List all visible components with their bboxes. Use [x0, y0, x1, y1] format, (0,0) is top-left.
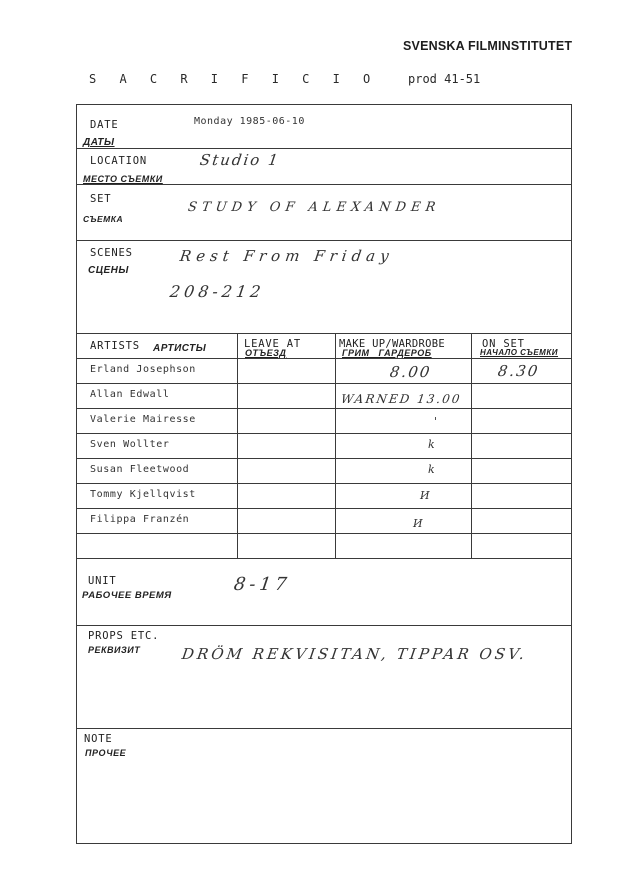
- divider: [76, 240, 572, 241]
- form-border-bottom: [76, 843, 572, 844]
- artist-name: Valerie Mairesse: [90, 414, 196, 425]
- scenes-label: SCENES: [90, 247, 133, 259]
- col-makeup-label: MAKE UP/WARDROBE: [339, 338, 445, 350]
- divider: [76, 184, 572, 185]
- col-onset-label-ru: НАЧАЛО СЪЕМКИ: [480, 348, 559, 357]
- production-number: prod 41-51: [408, 72, 481, 86]
- props-label-ru: РЕКВИЗИТ: [88, 645, 141, 655]
- props-value: DRÖM REKVISITAN, TIPPAR OSV.: [180, 645, 529, 663]
- divider: [76, 558, 572, 559]
- scenes-label-ru: СЦЕНЫ: [88, 265, 129, 276]
- form-border-right: [571, 104, 572, 844]
- col-artists-label: ARTISTS: [90, 340, 140, 352]
- table-row-divider: [76, 483, 572, 484]
- artist-makeup-ditto: k: [428, 438, 435, 451]
- table-row-divider: [76, 508, 572, 509]
- divider: [76, 728, 572, 729]
- unit-label-ru: РАБОЧЕЕ ВРЕМЯ: [82, 590, 172, 601]
- form-border-top: [76, 104, 572, 105]
- artist-name: Allan Edwall: [90, 389, 170, 400]
- table-col-divider: [335, 333, 336, 558]
- form-border-left: [76, 104, 77, 844]
- divider: [76, 625, 572, 626]
- artist-makeup-time: WARNED 13.00: [340, 392, 463, 406]
- artist-onset-time: 8.30: [496, 362, 541, 380]
- artist-makeup-ditto: И: [413, 517, 423, 530]
- organization-name: SVENSKA FILMINSTITUTET: [403, 39, 573, 53]
- scenes-value-line1: Rest From Friday: [178, 247, 395, 265]
- set-label-ru: СЪЕМКА: [83, 214, 124, 224]
- artist-makeup-time: 8.00: [388, 363, 433, 381]
- props-label: PROPS ETC.: [88, 630, 160, 642]
- location-label-ru: МЕСТО СЪЕМКИ: [83, 174, 163, 184]
- location-value: Studio 1: [198, 151, 281, 169]
- col-leave-label-ru: ОТЪЕЗД: [245, 348, 287, 358]
- date-label-ru: ДАТЫ: [83, 137, 115, 148]
- artist-makeup-ditto: И: [420, 489, 430, 502]
- table-row-divider: [76, 458, 572, 459]
- col-artists-label-ru: АРТИСТЫ: [153, 343, 207, 354]
- set-label: SET: [90, 193, 112, 205]
- note-label: NOTE: [84, 733, 113, 745]
- artist-name: Susan Fleetwood: [90, 464, 190, 475]
- col-onset-label: ON SET: [482, 338, 525, 350]
- call-sheet-form: [76, 104, 572, 844]
- unit-value: 8-17: [232, 574, 292, 595]
- artist-name: Tommy Kjellqvist: [90, 489, 196, 500]
- table-col-divider: [471, 333, 472, 558]
- production-title: S A C R I F I C I O: [89, 72, 379, 86]
- unit-label: UNIT: [88, 575, 117, 587]
- artist-makeup-ditto: k: [428, 463, 435, 476]
- note-label-ru: ПРОЧЕЕ: [85, 748, 127, 758]
- table-row-divider: [76, 533, 572, 534]
- table-divider: [76, 358, 572, 359]
- date-value: Monday 1985-06-10: [194, 116, 305, 127]
- divider: [76, 333, 572, 334]
- artist-name: Sven Wollter: [90, 439, 170, 450]
- table-row-divider: [76, 408, 572, 409]
- table-row-divider: [76, 433, 572, 434]
- table-row-divider: [76, 383, 572, 384]
- location-label: LOCATION: [90, 155, 147, 167]
- artist-name: Filippa Franzén: [90, 514, 190, 525]
- col-leave-label: LEAVE AT: [244, 338, 301, 350]
- table-col-divider: [237, 333, 238, 558]
- artist-makeup-ditto: ': [434, 415, 438, 428]
- col-makeup-label-ru: ГРИМ ГАРДЕРОБ: [342, 348, 432, 358]
- artist-name: Erland Josephson: [90, 364, 196, 375]
- set-value: STUDY OF ALEXANDER: [186, 200, 442, 215]
- divider: [76, 148, 572, 149]
- scenes-value-line2: 208-212: [168, 282, 266, 301]
- date-label: DATE: [90, 119, 119, 131]
